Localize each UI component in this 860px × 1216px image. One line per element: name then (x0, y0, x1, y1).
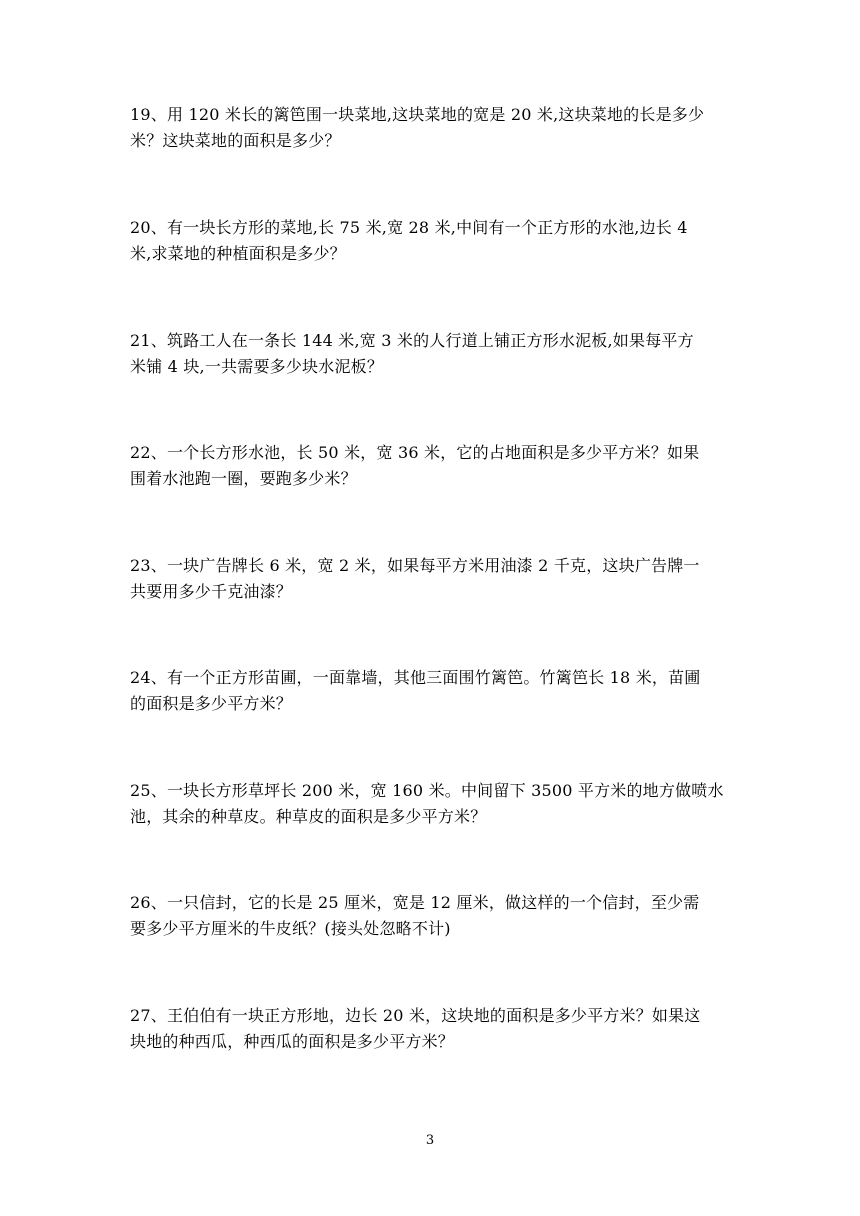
problem-24 (130, 665, 730, 717)
problem-27-line-1: 27、王伯伯有一块正方形地，边长 20 米，这块地的面积是多少平方米？如果这 (130, 1006, 701, 1025)
problem-24-line-2: 的面积是多少平方米？ (130, 694, 293, 713)
problem-19-line-1: 19、用 120 米长的篱笆围一块菜地,这块菜地的宽是 20 米,这块菜地的长是多少 (130, 105, 705, 124)
problem-22-line-2: 围着水池跑一圈，要跑多少米？ (130, 469, 357, 488)
problem-19-line-2: 米？这块菜地的面积是多少？ (130, 131, 341, 150)
problem-26 (130, 890, 730, 942)
problem-20 (130, 215, 730, 267)
problem-21 (130, 328, 730, 380)
problem-20-line-2: 米,求菜地的种植面积是多少？ (130, 244, 346, 263)
problem-23-line-1: 23、一块广告牌长 6 米，宽 2 米，如果每平方米用油漆 2 千克，这块广告牌一 (130, 556, 700, 575)
problem-20-line-1: 20、有一块长方形的菜地,长 75 米,宽 28 米,中间有一个正方形的水池,边长 4 (130, 218, 688, 237)
problem-21-line-2: 米铺 4 块,一共需要多少块水泥板？ (130, 357, 384, 376)
problem-26-line-2: 要多少平方厘米的牛皮纸？(接头处忽略不计) (130, 919, 451, 938)
problem-23-line-2: 共要用多少千克油漆？ (130, 582, 293, 601)
problem-22 (130, 440, 730, 492)
problem-25 (130, 778, 730, 830)
problem-21-line-1: 21、筑路工人在一条长 144 米,宽 3 米的人行道上铺正方形水泥板,如果每平方 (130, 331, 694, 350)
problem-19 (130, 102, 730, 154)
problem-27 (130, 1003, 730, 1055)
problem-23 (130, 553, 730, 605)
problem-24-line-1: 24、有一个正方形苗圃，一面靠墙，其他三面围竹篱笆。竹篱笆长 18 米，苗圃 (130, 668, 701, 687)
problem-25-line-1: 25、一块长方形草坪长 200 米，宽 160 米。中间留下 3500 平方米的地方做喷水 (130, 781, 724, 800)
problem-25-line-2: 池，其余的种草皮。种草皮的面积是多少平方米？ (130, 807, 487, 826)
problem-22-line-1: 22、一个长方形水池，长 50 米，宽 36 米，它的占地面积是多少平方米？如果 (130, 443, 700, 462)
problem-26-line-1: 26、一只信封，它的长是 25 厘米，宽是 12 厘米，做这样的一个信封，至少需 (130, 893, 700, 912)
page-number: 3 (425, 1133, 435, 1148)
problem-27-line-2: 块地的种西瓜，种西瓜的面积是多少平方米？ (130, 1032, 455, 1051)
